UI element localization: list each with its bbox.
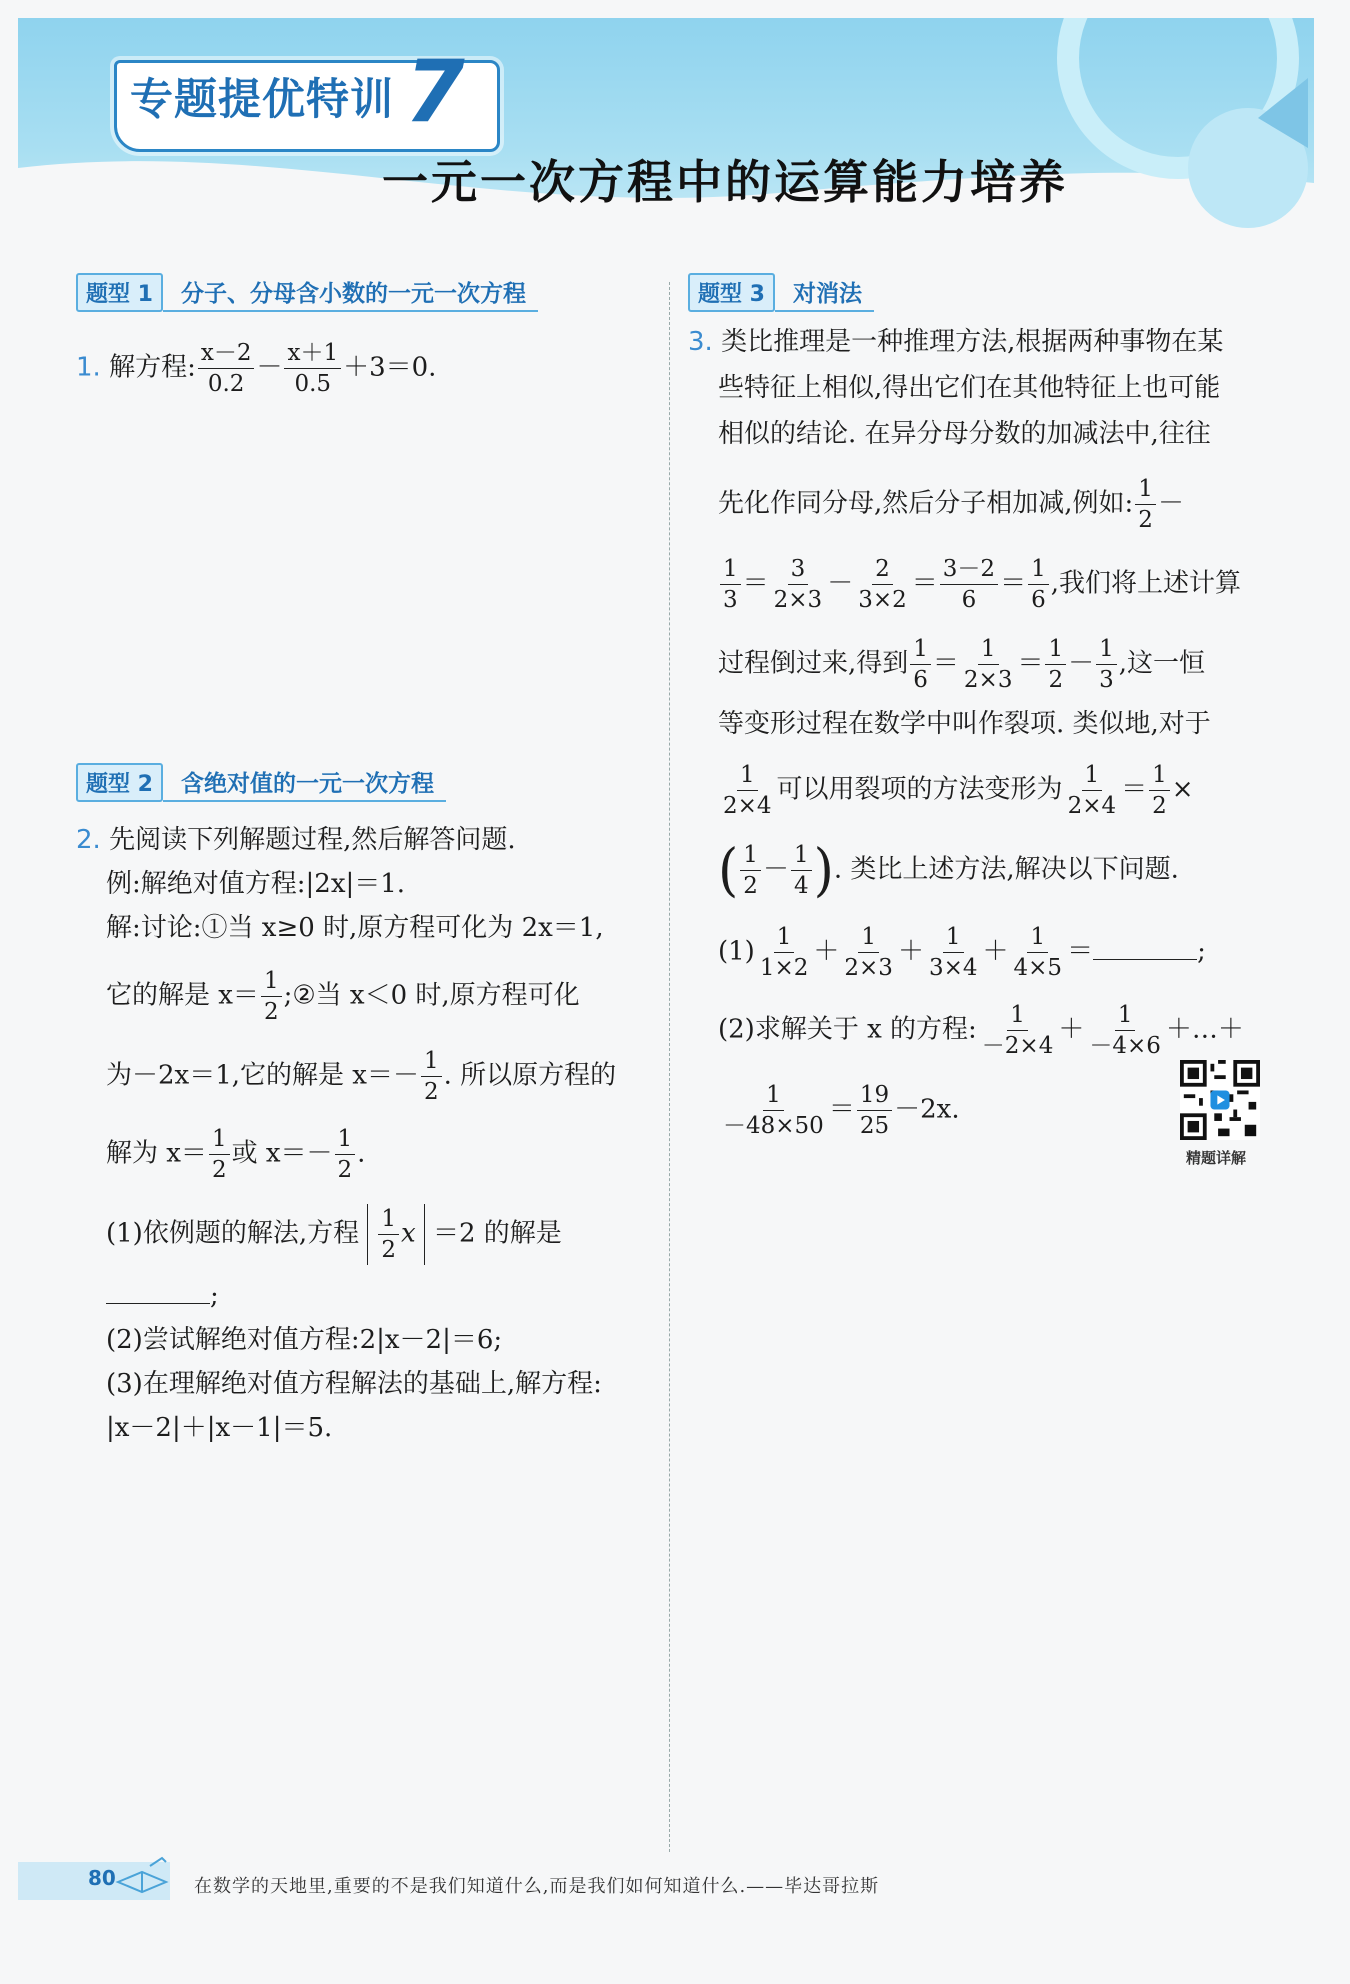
question-3-line-4: 先化作同分母,然后分子相加减,例如: $\frac{1}{2}$ － bbox=[718, 476, 1184, 533]
section-1-title: 分子、分母含小数的一元一次方程 bbox=[163, 275, 538, 312]
section-2-label: 题型 2 bbox=[76, 763, 163, 802]
header-banner bbox=[18, 18, 1314, 260]
question-3-example-3-cont: ( $\frac{1}{2}$ － $\frac{1}{4}$ ). 类比上述方法,解决以下问题. bbox=[718, 837, 1179, 904]
question-2-part-1: (1)依例题的解法,方程 $\frac{1}{2}$ x ＝2 的解是 bbox=[106, 1206, 562, 1263]
question-2-example: 例:解绝对值方程:|2x|＝1. bbox=[106, 869, 406, 899]
column-divider bbox=[669, 282, 670, 1852]
question-2-part-1-answer[interactable]: ; bbox=[106, 1274, 219, 1318]
qr-code-label: 精题详解 bbox=[1186, 1149, 1247, 1167]
question-3-part-2: (2)求解关于 x 的方程: $\frac{1}{-2\times 4}$ ＋ $\frac{1}{-4\times 6}$ ＋…＋ bbox=[718, 1002, 1244, 1059]
footer-quote: 在数学的天地里,重要的不是我们知道什么,而是我们如何知道什么.——毕达哥拉斯 bbox=[194, 1876, 880, 1897]
question-2-intro: 2. 先阅读下列解题过程,然后解答问题. bbox=[76, 825, 516, 855]
question-2-solution-3: 为－2x＝1,它的解是 x＝－ $\frac{1}{2}$ . 所以原方程的 bbox=[106, 1048, 617, 1105]
question-3-part-2-cont: $\frac{1}{-48\times 50}$ ＝ $\frac{19}{25}$ －2x. bbox=[723, 1082, 960, 1139]
question-2-solution-2: 它的解是 x＝ $\frac{1}{2}$ ;②当 x＜0 时,原方程可化 bbox=[106, 968, 580, 1025]
question-2-solution-1: 解:讨论:①当 x≥0 时,原方程可化为 2x＝1, bbox=[106, 913, 604, 943]
section-2-title: 含绝对值的一元一次方程 bbox=[163, 765, 446, 802]
section-2-header bbox=[76, 768, 446, 802]
page-number: 80 bbox=[88, 1866, 116, 1890]
question-3-line-3: 相似的结论. 在异分母分数的加减法中,往往 bbox=[718, 419, 1211, 449]
section-1-header bbox=[76, 278, 538, 312]
answer-blank-2-1[interactable] bbox=[106, 1279, 210, 1304]
question-3-example-2: 过程倒过来,得到 $\frac{1}{6}$ ＝ $\frac{1}{2\times 3}$ ＝ $\frac{1}{2}$ － $\frac{1}{3}$ ,这一恒 bbox=[718, 636, 1206, 693]
section-3-label: 题型 3 bbox=[688, 273, 775, 312]
answer-blank-3-1[interactable] bbox=[1093, 935, 1197, 960]
question-3-line-7: 等变形过程在数学中叫作裂项. 类似地,对于 bbox=[718, 709, 1211, 739]
question-3-part-1: (1) $\frac{1}{1\times 2}$ ＋ $\frac{1}{2\times 3}$ ＋ $\frac{1}{3\times 4}$ ＋ $\frac{1}{4\times 5}$ ＝ ; bbox=[718, 924, 1206, 981]
section-3-title: 对消法 bbox=[775, 275, 874, 312]
book-icon bbox=[114, 1852, 172, 1896]
question-2-part-3: (3)在理解绝对值方程解法的基础上,解方程: bbox=[106, 1369, 602, 1399]
question-3-example-1: $\frac{1}{3}$ ＝ $\frac{3}{2\times 3}$ － $\frac{2}{3\times 2}$ ＝ $\frac{3-2}{6}$ ＝ $\frac{1}{6}$ ,我们将上述计算 bbox=[718, 554, 1241, 615]
qr-code-icon[interactable] bbox=[1180, 1060, 1260, 1140]
special-topic-label: 专题提优特训 bbox=[130, 75, 394, 125]
question-3-line-1: 3. 类比推理是一种推理方法,根据两种事物在某 bbox=[688, 327, 1224, 357]
question-2-part-2: (2)尝试解绝对值方程:2|x－2|＝6; bbox=[106, 1325, 503, 1355]
section-3-header bbox=[688, 278, 874, 312]
question-3-example-3: $\frac{1}{2\times 4}$ 可以用裂项的方法变形为 $\frac{1}{2\times 4}$ ＝ $\frac{1}{2}$ × bbox=[723, 762, 1194, 819]
page-title: 一元一次方程中的运算能力培养 bbox=[382, 155, 1068, 209]
section-1-label: 题型 1 bbox=[76, 273, 163, 312]
question-1: 1. 解方程: $\frac{x-2}{0.2}$ － $\frac{x+1}{0.5}$ ＋3＝0. bbox=[76, 340, 437, 397]
special-topic-number: 7 bbox=[405, 42, 465, 142]
question-2-part-3-equation: |x－2|＋|x－1|＝5. bbox=[106, 1413, 333, 1443]
question-2-solution-4: 解为 x＝ $\frac{1}{2}$ 或 x＝－ $\frac{1}{2}$ . bbox=[106, 1126, 366, 1183]
question-3-line-2: 些特征上相似,得出它们在其他特征上也可能 bbox=[718, 373, 1221, 403]
